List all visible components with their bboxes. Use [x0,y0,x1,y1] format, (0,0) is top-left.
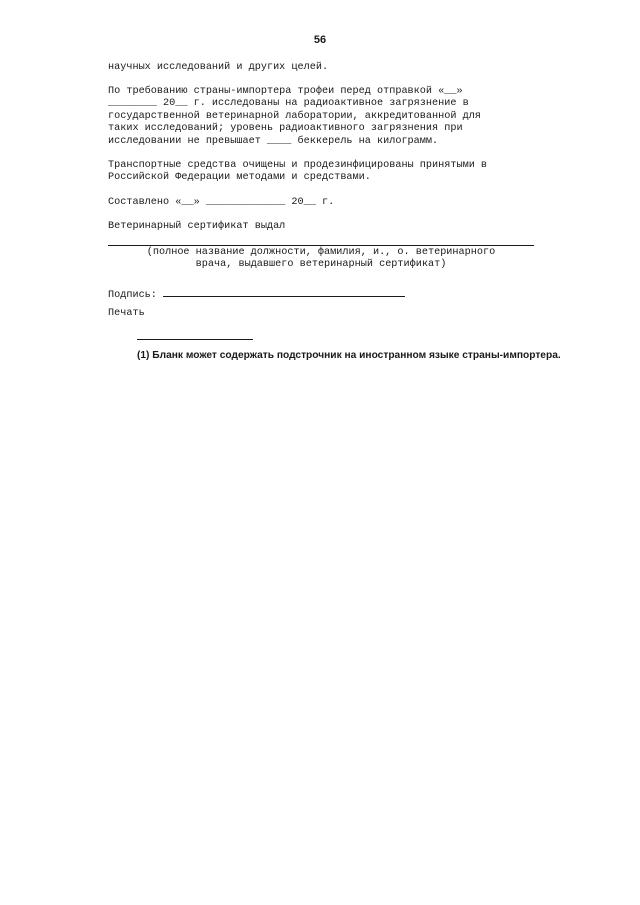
paragraph-line: исследовании не превышает ____ беккерель на килограмм. [108,135,439,147]
paragraph-line: ________ 20__ г. исследованы на радиоактивное загрязнение в [108,98,469,110]
paragraph-line: Российской Федерации методами и средствами. [108,172,371,184]
caption-line: врача, выдавшего ветеринарный сертификат) [195,259,447,271]
paragraph-line: государственной ветеринарной лаборатории, аккредитованной для [108,110,481,122]
signature-label: Подпись: [108,290,157,301]
signature-blank [163,286,405,297]
paragraph-line: таких исследований; уровень радиоактивного загрязнения при [108,123,463,135]
paragraph-line: По требованию страны-импортера трофеи перед отправкой «__» [108,86,463,97]
footnote: (1) Бланк может содержать подстрочник на иностранном языке страны-импортера. [137,350,561,361]
paragraph-radioactive-test [108,86,534,148]
issuer-name-line [108,245,534,246]
signature-row [108,286,405,302]
paragraph-line: Транспортные средства очищены и продезинфицированы принятыми в [108,160,488,171]
issued-by-label: Ветеринарный сертификат выдал [108,221,286,232]
compiled-date-line: Составлено «__» _____________ 20__ г. [108,197,335,208]
caption-line: (полное название должности, фамилия, и., о. ветеринарного [146,247,496,258]
paragraph-transport-disinfection [108,160,534,185]
page-number: 56 [313,34,327,46]
stamp-label: Печать [108,308,145,319]
paragraph-purpose: научных исследований и других целей. [108,62,329,73]
footnote-divider [137,339,253,340]
issuer-caption [108,247,534,272]
